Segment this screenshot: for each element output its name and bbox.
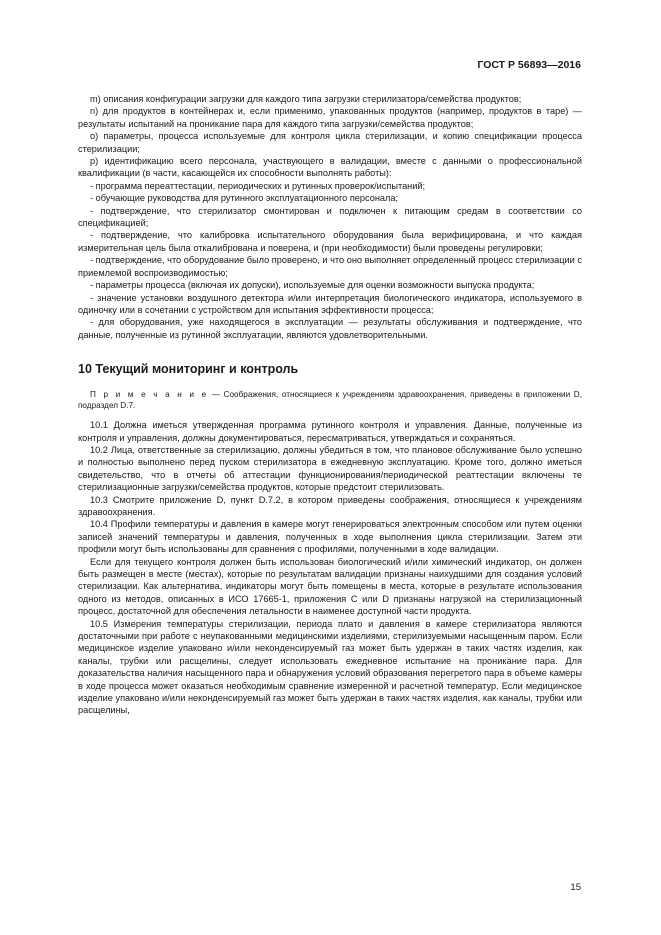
list-item: o) параметры, процесса используемые для контроля цикла стерилизации, и копию спецификации процесса стерилизации; xyxy=(78,131,582,154)
list-item: - для оборудования, уже находящегося в эксплуатации — результаты обслуживания и подтверждение, что данные, полученные из рутинной эксплуатации, являются удовлетворительными. xyxy=(78,317,582,340)
paragraph: 10.4 Профили температуры и давления в камере могут генерироваться электронным способом или путем оценки записей значений температуры и давления, полученных в ходе выполнения цикла стерилизации. Затем эти профили могут быть использованы для сравнения с профилями, полученными в ходе валидации. xyxy=(78,519,582,555)
paragraph: 10.2 Лица, ответственные за стерилизацию, должны убедиться в том, что плановое обслуживание было успешно и полностью выполнено перед пуском стерилизатора в ежедневную эксплуатацию. Кроме того, должно иметься свидетельство, что в отчеты об аттестации функционирования/периодической реаттестации включены те стерилизационные загрузки/семейства продуктов, которые предстоит стерилизовать. xyxy=(78,444,582,493)
paragraph: Если для текущего контроля должен быть использован биологический и/или химический индикатор, он должен быть размещен в месте (местах), которые по результатам валидации признаны наихудшими для создания условий стерилизации. Как альтернатива, индикаторы могут быть помещены в места, которые в результате использования одного из методов, описанных в ИСО 17665-1, приложения С или D признаны нагрузкой на стерилизационный процесс, достаточной для обеспечения летальности в наименее доступной части продукта. xyxy=(78,556,582,617)
list-item: p) идентификацию всего персонала, участвующего в валидации, вместе с данными о профессиональной квалификации (в части, касающейся их способности выполнять работы): xyxy=(78,156,582,179)
list-item: - подтверждение, что оборудование было проверено, и что оно выполняет определенный процесс стерилизации с приемлемой воспроизводимостью; xyxy=(78,255,582,278)
list-item: - программа переаттестации, периодических и рутинных проверок/испытаний; xyxy=(90,180,426,191)
paragraph: 10.3 Смотрите приложение D, пункт D.7.2, в котором приведены соображения, относящиеся к учреждениям здравоохранения. xyxy=(78,494,582,517)
paragraph: 10.5 Измерения температуры стерилизации, периода плато и давления в камере стерилизатора являются достаточными при работе с неупакованными медицинскими изделиями, стерилизуемыми насыщенным паром. Если медицинское изделие упаковано и/или неконденсируемый газ может быть удержан в таких частях изделия, как каналы, трубки или расщелины, следует использовать ежедневное испытание на проникание пара. Для доказательства наличия насыщенного пара и обнаружения условий образования перегретого пара в объеме камеры в ходе процесса может оказаться необходимым сравнение измеренной и расчетной температур. Если медицинское изделие упаковано и/или неконденсируемый газ может быть удержан в таких частях изделия, как каналы, трубки или расщелины, xyxy=(78,618,582,716)
page-number: 15 xyxy=(570,882,581,893)
list-item: - подтверждение, что калибровка испытательного оборудования была верифицирована, и что каждая измерительная цель была откалибрована и поверена, и (при необходимости) были проведены регулировки; xyxy=(78,230,582,253)
list-item: - обучающие руководства для рутинного эксплуатационного персонала; xyxy=(90,193,399,204)
section-heading: 10 Текущий мониторинг и контроль xyxy=(78,362,299,377)
note-text: — Соображения, относящиеся к учреждениям здравоохранения, приведены в приложении D, подраздел D.7. xyxy=(78,390,582,411)
document-body xyxy=(78,93,582,717)
list-item: n) для продуктов в контейнерах и, если применимо, упакованных продуктов (например, продуктов в таре) — результаты испытаний на проникание пара для каждого типа загрузки/семейства продуктов; xyxy=(78,106,582,129)
note-label: П р и м е ч а н и е xyxy=(90,390,209,400)
list-item: m) описания конфигурации загрузки для каждого типа загрузки стерилизатора/семейства продуктов; xyxy=(90,94,522,104)
list-item: - подтверждение, что стерилизатор смонтирован и подключен к питающим средам в соответствии со спецификацией; xyxy=(78,205,582,229)
section-note xyxy=(78,389,582,411)
list-item: - значение установки воздушного детектора и/или интерпретация биологического индикатора, используемого в одиночку или в сочетании с устройством для испытания эффективности процесса; xyxy=(78,292,582,315)
standard-header: ГОСТ Р 56893—2016 xyxy=(477,59,581,71)
paragraph: 10.1 Должна иметься утвержденная программа рутинного контроля и управления. Данные, полученные из контроля и управления, должны документироваться, пересматриваться, утверждаться и сохраняться. xyxy=(78,420,582,443)
list-item: - параметры процесса (включая их допуски), используемые для оценки возможности выпуска продукта; xyxy=(90,280,535,291)
